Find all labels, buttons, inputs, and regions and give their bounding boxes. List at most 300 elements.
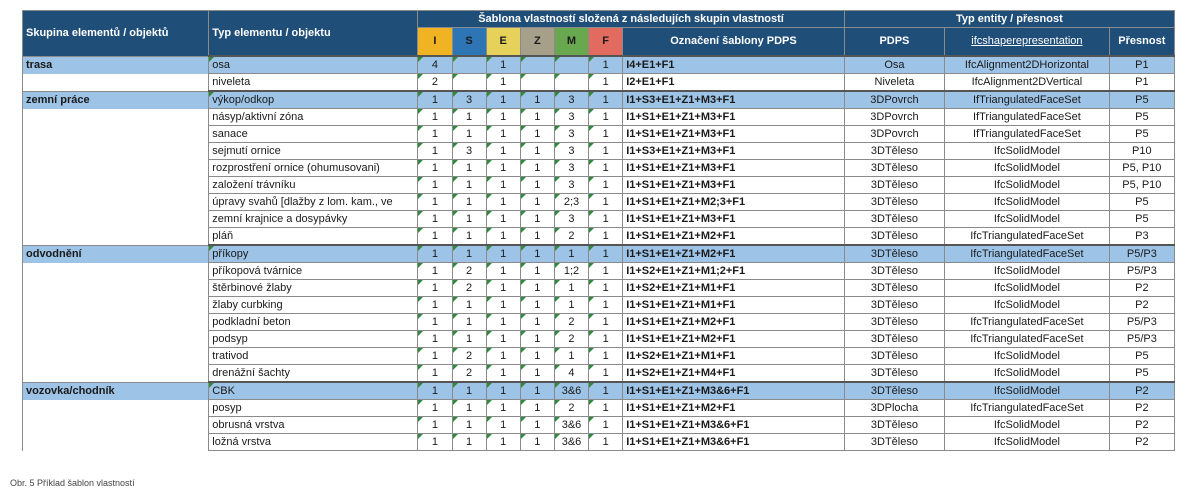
template-code-cell: I1+S1+E1+Z1+M2+F1 xyxy=(623,245,845,263)
ifc-cell: IfTriangulatedFaceSet xyxy=(945,126,1110,143)
template-code-cell: I1+S1+E1+Z1+M1+F1 xyxy=(623,297,845,314)
property-s-cell: 1 xyxy=(452,228,486,246)
precision-cell: P5 xyxy=(1109,348,1174,365)
pdps-cell: 3DTěleso xyxy=(844,365,944,383)
header-pdps: PDPS xyxy=(844,28,944,57)
ifc-cell: IfcSolidModel xyxy=(945,382,1110,400)
type-cell: pláň xyxy=(209,228,418,246)
property-m-cell: 3 xyxy=(554,177,588,194)
type-cell: trativod xyxy=(209,348,418,365)
template-code-cell: I1+S2+E1+Z1+M1+F1 xyxy=(623,348,845,365)
property-z-cell: 1 xyxy=(520,365,554,383)
type-cell: štěrbinové žlaby xyxy=(209,280,418,297)
property-m-cell: 3&6 xyxy=(554,417,588,434)
property-s-cell: 1 xyxy=(452,177,486,194)
table-row xyxy=(23,417,1175,434)
precision-cell: P5/P3 xyxy=(1109,314,1174,331)
type-cell: příkopová tvárnice xyxy=(209,263,418,280)
type-cell: žlaby curbking xyxy=(209,297,418,314)
group-cell xyxy=(23,348,209,365)
property-e-cell: 1 xyxy=(486,211,520,228)
type-cell: CBK xyxy=(209,382,418,400)
type-cell: zemní krajnice a dosypávky xyxy=(209,211,418,228)
property-i-cell: 1 xyxy=(418,211,452,228)
ifc-cell: IfcSolidModel xyxy=(945,263,1110,280)
template-code-cell: I2+E1+F1 xyxy=(623,74,845,92)
type-cell: výkop/odkop xyxy=(209,91,418,109)
table-row xyxy=(23,228,1175,246)
precision-cell: P5 xyxy=(1109,211,1174,228)
header-F: F xyxy=(589,28,623,57)
property-f-cell: 1 xyxy=(589,280,623,297)
ifc-cell: IfcTriangulatedFaceSet xyxy=(945,331,1110,348)
template-code-cell: I1+S1+E1+Z1+M3+F1 xyxy=(623,126,845,143)
type-cell: založení trávníku xyxy=(209,177,418,194)
pdps-cell: 3DPovrch xyxy=(844,109,944,126)
ifc-cell: IfcSolidModel xyxy=(945,194,1110,211)
table-row xyxy=(23,245,1175,263)
pdps-cell: 3DTěleso xyxy=(844,143,944,160)
property-s-cell xyxy=(452,74,486,92)
ifc-cell: IfcSolidModel xyxy=(945,348,1110,365)
type-cell: niveleta xyxy=(209,74,418,92)
property-s-cell: 1 xyxy=(452,194,486,211)
header-precision: Přesnost xyxy=(1109,28,1174,57)
property-s-cell: 1 xyxy=(452,382,486,400)
property-z-cell: 1 xyxy=(520,245,554,263)
property-f-cell: 1 xyxy=(589,400,623,417)
header-M: M xyxy=(554,28,588,57)
type-cell: sejmutí ornice xyxy=(209,143,418,160)
property-z-cell: 1 xyxy=(520,228,554,246)
property-f-cell: 1 xyxy=(589,297,623,314)
group-cell xyxy=(23,400,209,417)
property-f-cell: 1 xyxy=(589,382,623,400)
property-f-cell: 1 xyxy=(589,348,623,365)
property-i-cell: 1 xyxy=(418,434,452,451)
table-row xyxy=(23,348,1175,365)
property-f-cell: 1 xyxy=(589,365,623,383)
property-z-cell: 1 xyxy=(520,348,554,365)
group-cell: odvodnění xyxy=(23,245,209,263)
header-type-column: Typ elementu / objektu xyxy=(209,11,418,57)
template-code-cell: I1+S1+E1+Z1+M2+F1 xyxy=(623,228,845,246)
property-m-cell: 1;2 xyxy=(554,263,588,280)
property-f-cell: 1 xyxy=(589,194,623,211)
property-e-cell: 1 xyxy=(486,297,520,314)
header-ifc-representation: ifcshaperepresentation xyxy=(945,28,1110,57)
property-e-cell: 1 xyxy=(486,126,520,143)
property-z-cell: 1 xyxy=(520,297,554,314)
property-e-cell: 1 xyxy=(486,434,520,451)
pdps-cell: 3DTěleso xyxy=(844,211,944,228)
ifc-cell: IfcTriangulatedFaceSet xyxy=(945,228,1110,246)
pdps-cell: 3DTěleso xyxy=(844,382,944,400)
group-cell xyxy=(23,109,209,126)
property-s-cell: 1 xyxy=(452,211,486,228)
property-m-cell: 4 xyxy=(554,365,588,383)
ifc-cell: IfcTriangulatedFaceSet xyxy=(945,245,1110,263)
table-row xyxy=(23,365,1175,383)
precision-cell: P2 xyxy=(1109,297,1174,314)
table-row xyxy=(23,211,1175,228)
template-code-cell: I1+S1+E1+Z1+M3+F1 xyxy=(623,211,845,228)
property-e-cell: 1 xyxy=(486,160,520,177)
group-cell xyxy=(23,74,209,92)
property-z-cell: 1 xyxy=(520,434,554,451)
precision-cell: P10 xyxy=(1109,143,1174,160)
property-i-cell: 1 xyxy=(418,297,452,314)
table-row xyxy=(23,382,1175,400)
template-code-cell: I1+S2+E1+Z1+M1+F1 xyxy=(623,280,845,297)
template-code-cell: I1+S1+E1+Z1+M3+F1 xyxy=(623,177,845,194)
precision-cell: P5 xyxy=(1109,126,1174,143)
ifc-cell: IfcSolidModel xyxy=(945,160,1110,177)
property-z-cell: 1 xyxy=(520,194,554,211)
property-i-cell: 1 xyxy=(418,177,452,194)
pdps-cell: 3DTěleso xyxy=(844,160,944,177)
property-f-cell: 1 xyxy=(589,211,623,228)
ifc-cell: IfcTriangulatedFaceSet xyxy=(945,314,1110,331)
template-code-cell: I1+S3+E1+Z1+M3+F1 xyxy=(623,91,845,109)
header-template-code: Označení šablony PDPS xyxy=(623,28,845,57)
property-s-cell: 1 xyxy=(452,297,486,314)
group-cell xyxy=(23,143,209,160)
template-code-cell: I1+S3+E1+Z1+M3+F1 xyxy=(623,143,845,160)
property-m-cell: 2 xyxy=(554,400,588,417)
table-row xyxy=(23,434,1175,451)
property-m-cell: 3 xyxy=(554,91,588,109)
ifc-cell: IfTriangulatedFaceSet xyxy=(945,91,1110,109)
property-f-cell: 1 xyxy=(589,228,623,246)
property-e-cell: 1 xyxy=(486,91,520,109)
group-cell xyxy=(23,280,209,297)
pdps-cell: 3DPlocha xyxy=(844,400,944,417)
pdps-cell: 3DTěleso xyxy=(844,434,944,451)
property-i-cell: 1 xyxy=(418,348,452,365)
pdps-cell: 3DTěleso xyxy=(844,245,944,263)
precision-cell: P5 xyxy=(1109,109,1174,126)
pdps-cell: 3DTěleso xyxy=(844,297,944,314)
property-e-cell: 1 xyxy=(486,263,520,280)
property-e-cell: 1 xyxy=(486,228,520,246)
precision-cell: P1 xyxy=(1109,56,1174,74)
property-z-cell: 1 xyxy=(520,314,554,331)
property-i-cell: 1 xyxy=(418,331,452,348)
type-cell: úpravy svahů [dlažby z lom. kam., ve xyxy=(209,194,418,211)
pdps-cell: 3DTěleso xyxy=(844,331,944,348)
type-cell: příkopy xyxy=(209,245,418,263)
property-s-cell: 2 xyxy=(452,263,486,280)
ifc-cell: IfcSolidModel xyxy=(945,417,1110,434)
property-z-cell: 1 xyxy=(520,263,554,280)
table-row xyxy=(23,194,1175,211)
group-cell xyxy=(23,126,209,143)
precision-cell: P5/P3 xyxy=(1109,331,1174,348)
group-cell xyxy=(23,434,209,451)
property-e-cell: 1 xyxy=(486,280,520,297)
table-row xyxy=(23,143,1175,160)
property-s-cell: 2 xyxy=(452,280,486,297)
property-i-cell: 1 xyxy=(418,109,452,126)
precision-cell: P2 xyxy=(1109,417,1174,434)
pdps-cell: Niveleta xyxy=(844,74,944,92)
property-i-cell: 2 xyxy=(418,74,452,92)
property-i-cell: 1 xyxy=(418,91,452,109)
property-e-cell: 1 xyxy=(486,245,520,263)
type-cell: násyp/aktivní zóna xyxy=(209,109,418,126)
property-s-cell: 1 xyxy=(452,434,486,451)
property-f-cell: 1 xyxy=(589,143,623,160)
property-m-cell: 1 xyxy=(554,348,588,365)
property-f-cell: 1 xyxy=(589,331,623,348)
property-f-cell: 1 xyxy=(589,417,623,434)
table-row xyxy=(23,91,1175,109)
property-m-cell: 2 xyxy=(554,314,588,331)
property-s-cell: 3 xyxy=(452,91,486,109)
group-cell xyxy=(23,177,209,194)
group-cell: vozovka/chodník xyxy=(23,382,209,400)
header-I: I xyxy=(418,28,452,57)
template-code-cell: I1+S1+E1+Z1+M3+F1 xyxy=(623,109,845,126)
table-row xyxy=(23,280,1175,297)
property-m-cell: 2 xyxy=(554,228,588,246)
property-i-cell: 1 xyxy=(418,280,452,297)
header-E: E xyxy=(486,28,520,57)
precision-cell: P2 xyxy=(1109,280,1174,297)
pdps-cell: 3DPovrch xyxy=(844,91,944,109)
property-z-cell xyxy=(520,74,554,92)
property-m-cell xyxy=(554,74,588,92)
property-s-cell: 2 xyxy=(452,365,486,383)
template-code-cell: I1+S1+E1+Z1+M3+F1 xyxy=(623,160,845,177)
property-m-cell: 3 xyxy=(554,160,588,177)
property-z-cell: 1 xyxy=(520,160,554,177)
precision-cell: P5 xyxy=(1109,194,1174,211)
property-z-cell: 1 xyxy=(520,109,554,126)
table-row xyxy=(23,400,1175,417)
property-i-cell: 4 xyxy=(418,56,452,74)
property-i-cell: 1 xyxy=(418,382,452,400)
pdps-cell: 3DTěleso xyxy=(844,417,944,434)
property-f-cell: 1 xyxy=(589,56,623,74)
property-i-cell: 1 xyxy=(418,314,452,331)
group-cell xyxy=(23,228,209,246)
group-cell xyxy=(23,314,209,331)
property-e-cell: 1 xyxy=(486,400,520,417)
property-f-cell: 1 xyxy=(589,263,623,280)
property-e-cell: 1 xyxy=(486,109,520,126)
template-code-cell: I1+S1+E1+Z1+M3&6+F1 xyxy=(623,434,845,451)
precision-cell: P5 xyxy=(1109,91,1174,109)
table-row xyxy=(23,314,1175,331)
property-i-cell: 1 xyxy=(418,365,452,383)
group-cell xyxy=(23,211,209,228)
property-i-cell: 1 xyxy=(418,245,452,263)
header-Z: Z xyxy=(520,28,554,57)
template-code-cell: I1+S1+E1+Z1+M3&6+F1 xyxy=(623,417,845,434)
table-row xyxy=(23,109,1175,126)
ifc-cell: IfcTriangulatedFaceSet xyxy=(945,400,1110,417)
property-e-cell: 1 xyxy=(486,74,520,92)
pdps-cell: 3DTěleso xyxy=(844,280,944,297)
property-s-cell: 1 xyxy=(452,331,486,348)
property-m-cell: 3 xyxy=(554,126,588,143)
property-i-cell: 1 xyxy=(418,400,452,417)
property-z-cell: 1 xyxy=(520,143,554,160)
property-s-cell: 1 xyxy=(452,417,486,434)
header-S: S xyxy=(452,28,486,57)
property-s-cell: 1 xyxy=(452,126,486,143)
properties-template-table xyxy=(22,10,1175,451)
precision-cell: P2 xyxy=(1109,382,1174,400)
property-e-cell: 1 xyxy=(486,382,520,400)
property-m-cell: 3 xyxy=(554,211,588,228)
property-e-cell: 1 xyxy=(486,348,520,365)
group-cell xyxy=(23,160,209,177)
precision-cell: P5/P3 xyxy=(1109,263,1174,280)
table-row xyxy=(23,126,1175,143)
property-m-cell: 3&6 xyxy=(554,382,588,400)
group-cell xyxy=(23,331,209,348)
ifc-cell: IfcSolidModel xyxy=(945,143,1110,160)
property-e-cell: 1 xyxy=(486,143,520,160)
template-code-cell: I1+S1+E1+Z1+M2+F1 xyxy=(623,314,845,331)
figure-caption: Obr. 5 Příklad šablon vlastností xyxy=(10,478,135,488)
property-e-cell: 1 xyxy=(486,177,520,194)
property-m-cell: 2;3 xyxy=(554,194,588,211)
property-s-cell xyxy=(452,56,486,74)
property-m-cell: 3&6 xyxy=(554,434,588,451)
property-s-cell: 1 xyxy=(452,400,486,417)
group-cell xyxy=(23,365,209,383)
template-code-cell: I4+E1+F1 xyxy=(623,56,845,74)
property-i-cell: 1 xyxy=(418,194,452,211)
property-s-cell: 1 xyxy=(452,314,486,331)
table-row xyxy=(23,74,1175,92)
pdps-cell: 3DTěleso xyxy=(844,314,944,331)
type-cell: ložná vrstva xyxy=(209,434,418,451)
property-m-cell: 3 xyxy=(554,109,588,126)
property-i-cell: 1 xyxy=(418,126,452,143)
property-f-cell: 1 xyxy=(589,126,623,143)
header-group-column: Skupina elementů / objektů xyxy=(23,11,209,57)
property-z-cell: 1 xyxy=(520,382,554,400)
property-e-cell: 1 xyxy=(486,417,520,434)
property-z-cell xyxy=(520,56,554,74)
property-i-cell: 1 xyxy=(418,263,452,280)
property-e-cell: 1 xyxy=(486,56,520,74)
property-m-cell: 3 xyxy=(554,143,588,160)
property-f-cell: 1 xyxy=(589,245,623,263)
property-m-cell: 1 xyxy=(554,297,588,314)
precision-cell: P5/P3 xyxy=(1109,245,1174,263)
template-code-cell: I1+S2+E1+Z1+M1;2+F1 xyxy=(623,263,845,280)
pdps-cell: 3DTěleso xyxy=(844,228,944,246)
property-i-cell: 1 xyxy=(418,417,452,434)
template-code-cell: I1+S1+E1+Z1+M2+F1 xyxy=(623,400,845,417)
property-i-cell: 1 xyxy=(418,143,452,160)
property-f-cell: 1 xyxy=(589,314,623,331)
group-cell: trasa xyxy=(23,56,209,74)
ifc-cell: IfcSolidModel xyxy=(945,434,1110,451)
property-f-cell: 1 xyxy=(589,91,623,109)
pdps-cell: 3DPovrch xyxy=(844,126,944,143)
property-f-cell: 1 xyxy=(589,74,623,92)
ifc-cell: IfcSolidModel xyxy=(945,177,1110,194)
precision-cell: P2 xyxy=(1109,400,1174,417)
precision-cell: P5, P10 xyxy=(1109,160,1174,177)
property-s-cell: 1 xyxy=(452,109,486,126)
property-z-cell: 1 xyxy=(520,280,554,297)
precision-cell: P5 xyxy=(1109,365,1174,383)
property-z-cell: 1 xyxy=(520,126,554,143)
pdps-cell: 3DTěleso xyxy=(844,194,944,211)
property-i-cell: 1 xyxy=(418,160,452,177)
property-s-cell: 3 xyxy=(452,143,486,160)
group-cell: zemní práce xyxy=(23,91,209,109)
property-z-cell: 1 xyxy=(520,177,554,194)
precision-cell: P5, P10 xyxy=(1109,177,1174,194)
property-f-cell: 1 xyxy=(589,109,623,126)
property-z-cell: 1 xyxy=(520,400,554,417)
group-cell xyxy=(23,194,209,211)
property-e-cell: 1 xyxy=(486,365,520,383)
precision-cell: P3 xyxy=(1109,228,1174,246)
group-cell xyxy=(23,297,209,314)
template-code-cell: I1+S1+E1+Z1+M2;3+F1 xyxy=(623,194,845,211)
property-i-cell: 1 xyxy=(418,228,452,246)
group-cell xyxy=(23,417,209,434)
precision-cell: P1 xyxy=(1109,74,1174,92)
type-cell: sanace xyxy=(209,126,418,143)
pdps-cell: 3DTěleso xyxy=(844,177,944,194)
ifc-cell: IfcAlignment2DHorizontal xyxy=(945,56,1110,74)
property-e-cell: 1 xyxy=(486,314,520,331)
header-template-group: Šablona vlastností složená z následujích skupin vlastností xyxy=(418,11,844,28)
property-f-cell: 1 xyxy=(589,177,623,194)
table-row xyxy=(23,297,1175,314)
type-cell: drenážní šachty xyxy=(209,365,418,383)
ifc-cell: IfcAlignment2DVertical xyxy=(945,74,1110,92)
property-z-cell: 1 xyxy=(520,91,554,109)
property-m-cell xyxy=(554,56,588,74)
header-entity-group: Typ entity / přesnost xyxy=(844,11,1174,28)
property-f-cell: 1 xyxy=(589,160,623,177)
table-row xyxy=(23,263,1175,280)
property-z-cell: 1 xyxy=(520,417,554,434)
table-row xyxy=(23,56,1175,74)
table-row xyxy=(23,331,1175,348)
property-e-cell: 1 xyxy=(486,194,520,211)
pdps-cell: Osa xyxy=(844,56,944,74)
pdps-cell: 3DTěleso xyxy=(844,263,944,280)
property-s-cell: 1 xyxy=(452,160,486,177)
type-cell: obrusná vrstva xyxy=(209,417,418,434)
property-m-cell: 1 xyxy=(554,280,588,297)
table-row xyxy=(23,160,1175,177)
property-z-cell: 1 xyxy=(520,331,554,348)
template-code-cell: I1+S2+E1+Z1+M4+F1 xyxy=(623,365,845,383)
ifc-cell: IfTriangulatedFaceSet xyxy=(945,109,1110,126)
property-s-cell: 2 xyxy=(452,348,486,365)
property-z-cell: 1 xyxy=(520,211,554,228)
property-f-cell: 1 xyxy=(589,434,623,451)
pdps-cell: 3DTěleso xyxy=(844,348,944,365)
template-code-cell: I1+S1+E1+Z1+M3&6+F1 xyxy=(623,382,845,400)
property-m-cell: 1 xyxy=(554,245,588,263)
property-m-cell: 2 xyxy=(554,331,588,348)
